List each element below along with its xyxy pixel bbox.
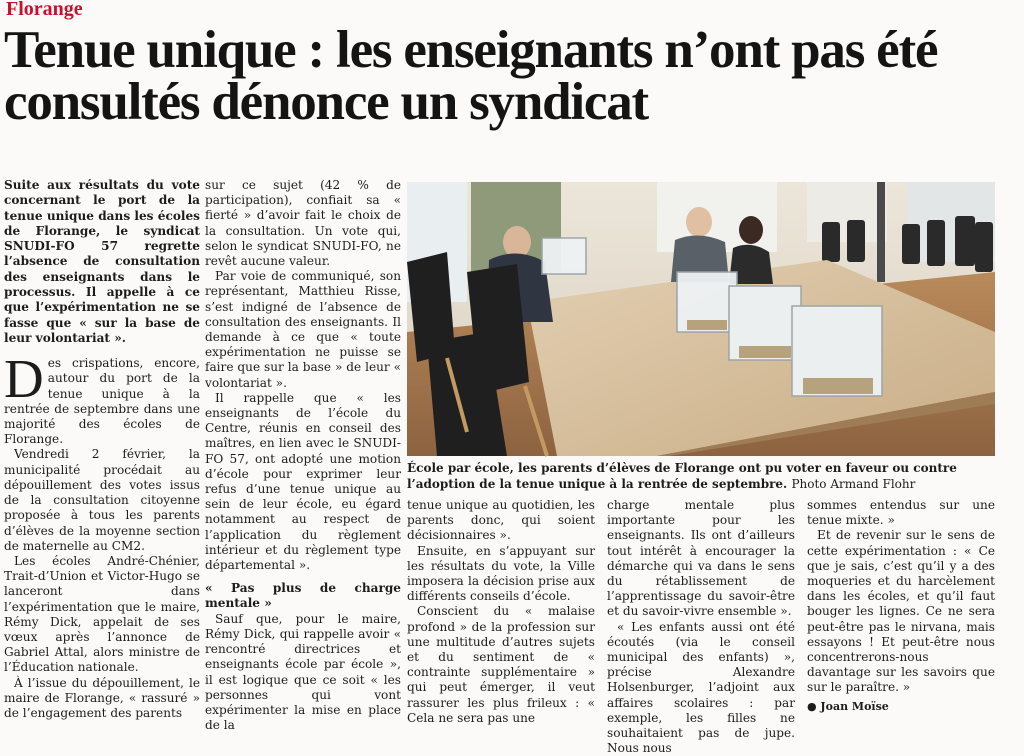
paragraph: tenue unique au quotidien, les parents donc, qui soient décisionnaires ». xyxy=(407,498,595,543)
paragraph: Sauf que, pour le maire, Rémy Dick, qui rappelle avoir « rencontré directrices et enseignants école par école », il est logique que ce soit « les personnes qui vont expérimenter la mise en place de la xyxy=(205,611,401,733)
author-signature: ● Joan Moïse xyxy=(807,699,889,713)
article-photo xyxy=(407,182,995,456)
paragraph: Il rappelle que « les enseignants de l’école du Centre, réunis en conseil des maîtres, en lien avec le SNUDI-FO 57, ont adopté une motion d’école pour exprimer leur refus d’une tenue unique au sein de leur école, eu égard notamment au respect de l’application du règlement intérieur et du règlement type départemental ». xyxy=(205,390,401,573)
paragraph: « Les enfants aussi ont été écoutés (via le conseil municipal des enfants) », précise Alexandre Holsenburger, l’adjoint aux affaires scolaires : par exemple, les filles ne souhaitaient pas de jupe. Nous nous xyxy=(607,619,795,756)
chapo: Suite aux résultats du vote concernant le port de la tenue unique dans les écoles de Florange, le syndicat SNUDI-FO 57 regrette l’absence de consultation des enseignants dans le processus. Il appelle à ce que l’expérimentation ne se fasse que « sur la base de leur volontariat ». xyxy=(4,178,200,345)
subheading: « Pas plus de charge mentale » xyxy=(205,581,401,611)
paragraph: Les écoles André-Chénier, Trait-d’Union et Victor-Hugo se lanceront dans l’expérimentation que le maire, Rémy Dick, appelait de ses vœux après l’annonce de Gabriel Attal, alors ministre de l’Éducation nationale. xyxy=(4,553,200,675)
article-column-5 xyxy=(807,498,995,730)
paragraph: À l’issue du dépouillement, le maire de Florange, « rassuré » de l’engagement des parents xyxy=(4,675,200,720)
paragraph: charge mentale plus importante pour les enseignants. Ils ont d’ailleurs tout intérêt à encourager la démarche qui va dans le sens du rétablissement de l’apprentissage du savoir-être et du savoir-vivre ensemble ». xyxy=(607,498,795,619)
headline: Tenue unique : les enseignants n’ont pas été consultés dénonce un syndicat xyxy=(4,21,938,131)
article-column-1 xyxy=(4,178,200,730)
photo-credit: Photo Armand Flohr xyxy=(791,477,916,491)
paragraph: sommes entendus sur une tenue mixte. » xyxy=(807,498,995,528)
photo-caption: École par école, les parents d’élèves de Florange ont pu voter en faveur ou contre l’adoption de la tenue unique à la rentrée de septembre. Photo Armand Flohr xyxy=(407,461,957,491)
kicker: Florange xyxy=(6,0,83,20)
paragraph: sur ce sujet (42 % de participation), confiait sa « fierté » d’avoir fait le choix de la consultation. Un vote qui, selon le syndicat SNUDI-FO, ne revêt aucune valeur. xyxy=(205,178,401,269)
article-column-2 xyxy=(205,178,401,733)
photo-vote-scene-icon xyxy=(407,182,995,456)
paragraph: Et de revenir sur le sens de cette expérimentation : « Ce que je sais, c’est qu’il y a des moqueries et du harcèlement dans les écoles, et qu’il faut bouger les lignes. Ce ne sera peut-être pas le nirvana, mais essayons ! Et peut-être nous concentrerons-nous davantage sur les savoirs que sur le paraître. » xyxy=(807,528,995,695)
article-column-3 xyxy=(407,498,595,730)
paragraph: Par voie de communiqué, son représentant, Matthieu Risse, s’est indigné de l’absence de consultation des enseignants. Il demande à ce que « toute expérimentation ne puisse se faire que sur la base » de leur « volontariat ». xyxy=(205,269,401,390)
dropcap: D xyxy=(4,348,44,410)
paragraph: Vendredi 2 février, la municipalité procédait au dépouillement des votes issus de la consultation citoyenne proposée à tous les parents d’élèves de la moyenne section de maternelle au CM2. xyxy=(4,447,200,553)
paragraph: Des crispations, encore, autour du port de la tenue unique à la rentrée de septembre dans une majorité des écoles de Florange. xyxy=(4,348,200,447)
paragraph: Ensuite, en s’appuyant sur les résultats du vote, la Ville imposera la décision prise aux différents conseils d’école. xyxy=(407,543,595,604)
paragraph: Conscient du « malaise profond » de la profession sur une multitude d’autres sujets et du sentiment de « contrainte supplémentaire » qui peut émerger, il veut rassurer les plus frileux : « Cela ne sera pas une xyxy=(407,604,595,725)
article-column-4 xyxy=(607,498,795,756)
